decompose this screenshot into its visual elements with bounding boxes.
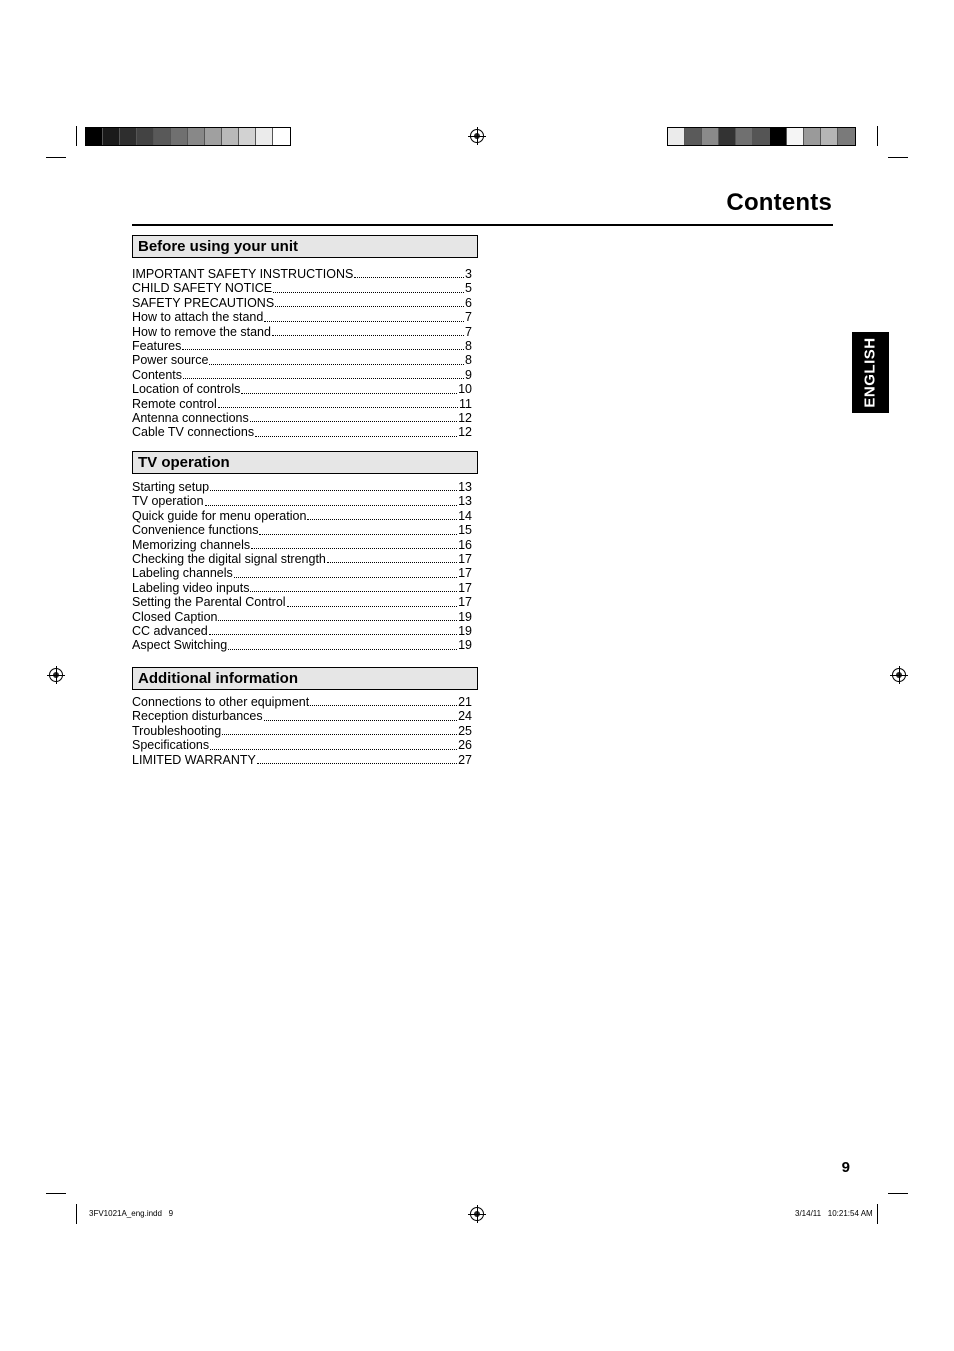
toc-dot-leader	[209, 624, 457, 635]
toc-entry-page: 17	[458, 566, 472, 581]
crop-mark-bottom-right-v	[877, 1204, 878, 1224]
toc-dot-leader	[183, 368, 464, 379]
toc-entry-page: 19	[458, 609, 472, 624]
color-swatch	[787, 128, 804, 145]
file-slug: 3FV1021A_eng.indd 9	[89, 1209, 174, 1218]
toc-dot-leader	[218, 610, 457, 621]
toc-entry-label: Memorizing channels	[132, 537, 251, 552]
toc-dot-leader	[222, 724, 457, 735]
toc-entry-page: 12	[458, 410, 472, 425]
toc-dot-leader	[250, 411, 457, 422]
toc-entry[interactable]	[132, 411, 472, 425]
toc-entry-label: Labeling video inputs	[132, 580, 250, 595]
color-swatch	[137, 128, 154, 145]
page-title: Contents	[726, 189, 832, 216]
toc-dot-leader	[218, 397, 458, 408]
toc-entry-label: Setting the Parental Control	[132, 595, 286, 610]
toc-entry-page: 17	[458, 595, 472, 610]
toc-list-tv-operation	[132, 480, 472, 653]
toc-dot-leader	[209, 354, 464, 365]
toc-entry[interactable]	[132, 523, 472, 537]
color-swatch	[171, 128, 188, 145]
toc-entry-label: Starting setup	[132, 480, 210, 494]
registration-target-icon	[49, 668, 63, 682]
color-swatch	[753, 128, 770, 145]
toc-dot-leader	[310, 695, 457, 706]
registration-target-icon	[470, 129, 484, 143]
toc-entry[interactable]	[132, 339, 472, 353]
toc-entry-page: 17	[458, 580, 472, 595]
color-swatch	[821, 128, 838, 145]
toc-entry-page: 19	[458, 638, 472, 653]
toc-entry[interactable]	[132, 382, 472, 396]
color-swatch	[154, 128, 171, 145]
color-swatch	[205, 128, 222, 145]
toc-entry[interactable]	[132, 738, 472, 752]
crop-mark-bottom-left-v	[76, 1204, 77, 1224]
toc-entry-page: 25	[458, 723, 472, 738]
color-swatch	[273, 128, 290, 145]
toc-entry-label: TV operation	[132, 494, 204, 509]
toc-entry[interactable]	[132, 368, 472, 382]
toc-entry-page: 19	[458, 623, 472, 638]
toc-entry-label: Quick guide for menu operation	[132, 508, 307, 523]
toc-entry-label: Connections to other equipment	[132, 695, 310, 709]
toc-entry[interactable]	[132, 538, 472, 552]
toc-entry-label: Location of controls	[132, 382, 241, 397]
color-swatch	[804, 128, 821, 145]
toc-entry[interactable]	[132, 709, 472, 723]
toc-entry[interactable]	[132, 581, 472, 595]
color-swatch	[685, 128, 702, 145]
print-timestamp: 3/14/11 10:21:54 AM	[795, 1209, 873, 1218]
toc-entry[interactable]	[132, 695, 472, 709]
toc-entry-label: Power source	[132, 353, 209, 368]
toc-dot-leader	[307, 509, 457, 520]
toc-entry-label: IMPORTANT SAFETY INSTRUCTIONS	[132, 267, 354, 281]
toc-entry[interactable]	[132, 494, 472, 508]
color-calibration-bar-left	[85, 127, 291, 146]
color-swatch	[256, 128, 273, 145]
toc-dot-leader	[205, 495, 458, 506]
toc-list-additional-info	[132, 695, 472, 767]
toc-dot-leader	[354, 267, 464, 278]
toc-dot-leader	[228, 639, 457, 650]
toc-entry[interactable]	[132, 281, 472, 295]
toc-entry[interactable]	[132, 353, 472, 367]
toc-entry-label: Remote control	[132, 396, 217, 411]
toc-entry-page: 24	[458, 709, 472, 724]
crop-mark-bottom-left-h	[46, 1193, 66, 1194]
toc-entry-label: CC advanced	[132, 623, 208, 638]
toc-entry-page: 8	[465, 338, 472, 353]
toc-dot-leader	[257, 753, 457, 764]
toc-entry-label: Specifications	[132, 738, 210, 753]
toc-entry-page: 12	[458, 425, 472, 440]
crop-mark-top-left-v	[76, 126, 77, 146]
section-header-additional-info: Additional information	[132, 667, 478, 690]
toc-dot-leader	[250, 581, 457, 592]
toc-entry-label: How to remove the stand	[132, 324, 271, 339]
toc-entry-label: CHILD SAFETY NOTICE	[132, 281, 273, 296]
toc-entry[interactable]	[132, 480, 472, 494]
toc-entry[interactable]	[132, 267, 472, 281]
toc-entry-page: 26	[458, 738, 472, 753]
toc-entry-page: 7	[465, 324, 472, 339]
toc-entry-page: 3	[465, 267, 472, 281]
toc-list-before-using	[132, 267, 472, 440]
toc-entry-label: Labeling channels	[132, 566, 233, 581]
toc-dot-leader	[287, 596, 458, 607]
toc-entry-label: Aspect Switching	[132, 638, 228, 653]
toc-entry-page: 15	[458, 523, 472, 538]
color-swatch	[770, 128, 787, 145]
crop-mark-top-left-h	[46, 157, 66, 158]
language-tab	[852, 332, 889, 413]
toc-entry-label: Features	[132, 338, 182, 353]
toc-dot-leader	[272, 325, 464, 336]
color-swatch	[188, 128, 205, 145]
title-rule	[132, 224, 833, 226]
toc-entry-page: 6	[465, 295, 472, 310]
toc-entry[interactable]	[132, 296, 472, 310]
language-tab-label: ENGLISH	[862, 337, 879, 408]
toc-entry[interactable]	[132, 638, 472, 652]
toc-entry-label: LIMITED WARRANTY	[132, 752, 256, 767]
toc-dot-leader	[255, 426, 457, 437]
crop-mark-bottom-right-h	[888, 1193, 908, 1194]
toc-entry-label: Convenience functions	[132, 523, 259, 538]
toc-entry[interactable]	[132, 552, 472, 566]
registration-target-icon	[892, 668, 906, 682]
toc-entry-label: Reception disturbances	[132, 709, 263, 724]
color-swatch	[736, 128, 753, 145]
toc-entry-label: Checking the digital signal strength	[132, 551, 326, 566]
toc-entry[interactable]	[132, 566, 472, 580]
toc-entry[interactable]	[132, 624, 472, 638]
toc-entry-label: Antenna connections	[132, 410, 249, 425]
color-swatch	[838, 128, 855, 145]
toc-entry-label: Troubleshooting	[132, 723, 222, 738]
toc-dot-leader	[275, 296, 464, 307]
color-swatch	[120, 128, 137, 145]
section-header-before-using: Before using your unit	[132, 235, 478, 258]
toc-entry-page: 21	[458, 695, 472, 709]
toc-dot-leader	[273, 282, 464, 293]
page-number: 9	[841, 1159, 850, 1176]
toc-entry-page: 8	[465, 353, 472, 368]
toc-entry-page: 13	[458, 480, 472, 494]
color-swatch	[719, 128, 736, 145]
toc-entry-page: 7	[465, 310, 472, 325]
toc-entry-page: 17	[458, 551, 472, 566]
toc-dot-leader	[259, 524, 457, 535]
crop-mark-top-right-h	[888, 157, 908, 158]
toc-entry-label: Closed Caption	[132, 609, 218, 624]
toc-entry[interactable]	[132, 425, 472, 439]
toc-entry[interactable]	[132, 595, 472, 609]
toc-dot-leader	[264, 311, 464, 322]
toc-entry[interactable]	[132, 753, 472, 767]
color-swatch	[86, 128, 103, 145]
toc-dot-leader	[210, 480, 457, 491]
toc-entry-page: 13	[458, 494, 472, 509]
toc-dot-leader	[241, 383, 457, 394]
toc-entry-page: 27	[458, 752, 472, 767]
toc-entry[interactable]	[132, 724, 472, 738]
toc-entry-page: 10	[458, 382, 472, 397]
toc-entry[interactable]	[132, 610, 472, 624]
toc-entry[interactable]	[132, 310, 472, 324]
registration-target-icon	[470, 1207, 484, 1221]
toc-entry-page: 14	[458, 508, 472, 523]
section-header-tv-operation: TV operation	[132, 451, 478, 474]
toc-entry-page: 11	[459, 396, 472, 411]
crop-mark-top-right-v	[877, 126, 878, 146]
color-swatch	[668, 128, 685, 145]
toc-entry-label: Contents	[132, 367, 183, 382]
toc-dot-leader	[234, 567, 457, 578]
color-swatch	[222, 128, 239, 145]
color-calibration-bar-right	[667, 127, 856, 146]
toc-dot-leader	[264, 710, 457, 721]
toc-entry-page: 16	[458, 537, 472, 552]
toc-entry-label: Cable TV connections	[132, 425, 255, 440]
toc-entry-page: 5	[465, 281, 472, 296]
toc-dot-leader	[210, 739, 457, 750]
color-swatch	[103, 128, 120, 145]
toc-entry[interactable]	[132, 325, 472, 339]
toc-entry-label: How to attach the stand	[132, 310, 264, 325]
toc-entry-label: SAFETY PRECAUTIONS	[132, 295, 275, 310]
toc-dot-leader	[327, 552, 457, 563]
toc-dot-leader	[251, 538, 457, 549]
toc-entry[interactable]	[132, 397, 472, 411]
toc-entry-page: 9	[465, 367, 472, 382]
toc-entry[interactable]	[132, 509, 472, 523]
color-swatch	[239, 128, 256, 145]
toc-dot-leader	[182, 339, 464, 350]
color-swatch	[702, 128, 719, 145]
